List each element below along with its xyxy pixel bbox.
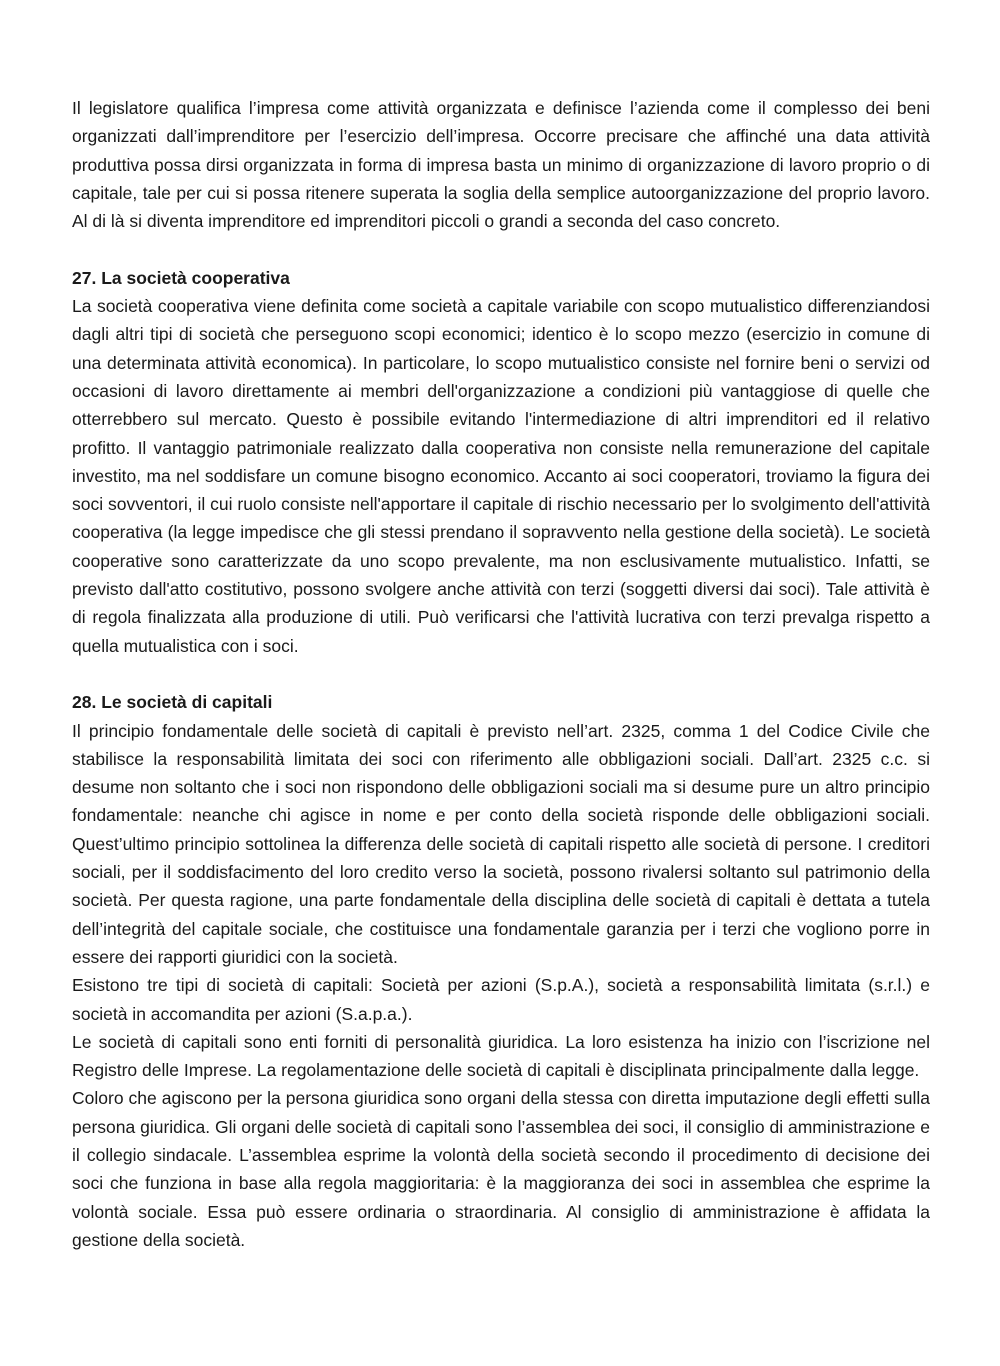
section-28-paragraph-1: Il principio fondamentale delle società di capitali è previsto nell’art. 2325, comma 1 del Codice Civile che stabilisce la responsabilità limitata dei soci con riferimento alle obbligazioni sociali. Dall’art. 2325 c.c. si desume non soltanto che i soci non rispondono delle obbligazioni sociali ma si desume pure un altro principio fondamentale: neanche chi agisce in nome e per conto della società risponde delle obbligazioni sociali. Quest’ultimo principio sottolinea la differenza delle società di capitali rispetto alle società di persone. I creditori sociali, per il soddisfacimento del loro credito verso la società, possono rivalersi soltanto sul patrimonio della società. Per questa ragione, una parte fondamentale della disciplina delle società di capitali è dettata a tutela dell’integrità del capitale sociale, che costituisce una fondamentale garanzia per i terzi che vogliono porre in essere dei rapporti giuridici con la società. xyxy=(72,720,930,967)
section-27-heading: 27. La società cooperativa xyxy=(72,267,290,288)
section-27-paragraph: La società cooperativa viene definita come società a capitale variabile con scopo mutualistico differenziandosi dagli altri tipi di società che perseguono scopi economici; identico è lo scopo mezzo (esercizio in comune di una determinata attività economica). In particolare, lo scopo mutualistico consiste nel fornire beni o servizi od occasioni di lavoro direttamente ai membri dell'organizzazione a condizioni più vantaggiose di quelle che otterrebbero sul mercato. Questo è possibile evitando l'intermediazione di altri imprenditori ed il relativo profitto. Il vantaggio patrimoniale realizzato dalla cooperativa non consiste nella remunerazione del capitale investito, ma nel soddisfare un comune bisogno economico. Accanto ai soci cooperatori, troviamo la figura dei soci sovventori, il cui ruolo consiste nell'apportare il capitale di rischio necessario per lo svolgimento dell'attività cooperativa (la legge impedisce che gli stessi prendano il sopravvento nella gestione della società). Le società cooperative sono caratterizzate da uno scopo prevalente, ma non esclusivamente mutualistico. Infatti, se previsto dall'atto costitutivo, possono svolgere anche attività con terzi (soggetti diversi dai soci). Tale attività è di regola finalizzata alla produzione di utili. Può verificarsi che l'attività lucrativa con terzi prevalga rispetto a quella mutualistica con i soci. xyxy=(72,296,930,656)
intro-paragraph: Il legislatore qualifica l’impresa come attività organizzata e definisce l’azienda come il complesso dei beni organizzati dall’imprenditore per l’esercizio dell’impresa. Occorre precisare che affinché una data attività produttiva possa dirsi organizzata in forma di impresa basta un minimo di organizzazione di lavoro proprio o di capitale, tale per cui si possa ritenere superata la soglia della semplice autoorganizzazione del proprio lavoro. Al di là si diventa imprenditore ed imprenditori piccoli o grandi a seconda del caso concreto. xyxy=(72,98,930,232)
paragraph-spacer xyxy=(72,235,930,263)
section-28-heading: 28. Le società di capitali xyxy=(72,692,273,713)
document-page xyxy=(72,94,930,1254)
section-28-paragraph-3: Le società di capitali sono enti forniti di personalità giuridica. La loro esistenza ha inizio con l’iscrizione nel Registro delle Imprese. La regolamentazione delle società di capitali è disciplinata principalmente dalla legge. xyxy=(72,1031,930,1081)
section-28-paragraph-2: Esistono tre tipi di società di capitali: Società per azioni (S.p.A.), società a responsabilità limitata (s.r.l.) e società in accomandita per azioni (S.a.p.a.). xyxy=(72,975,930,1024)
paragraph-spacer xyxy=(72,660,930,688)
section-28-paragraph-4: Coloro che agiscono per la persona giuridica sono organi della stessa con diretta imputazione degli effetti sulla persona giuridica. Gli organi delle società di capitali sono l’assemblea dei soci, il consiglio di amministrazione e il collegio sindacale. L’assemblea esprime la volontà della società secondo il procedimento di decisione dei soci che funziona in base alla regola maggioritaria: è la maggioranza dei soci in assemblea che esprime la volontà sociale. Essa può essere ordinaria o straordinaria. Al consiglio di amministrazione è affidata la gestione della società. xyxy=(72,1088,930,1250)
